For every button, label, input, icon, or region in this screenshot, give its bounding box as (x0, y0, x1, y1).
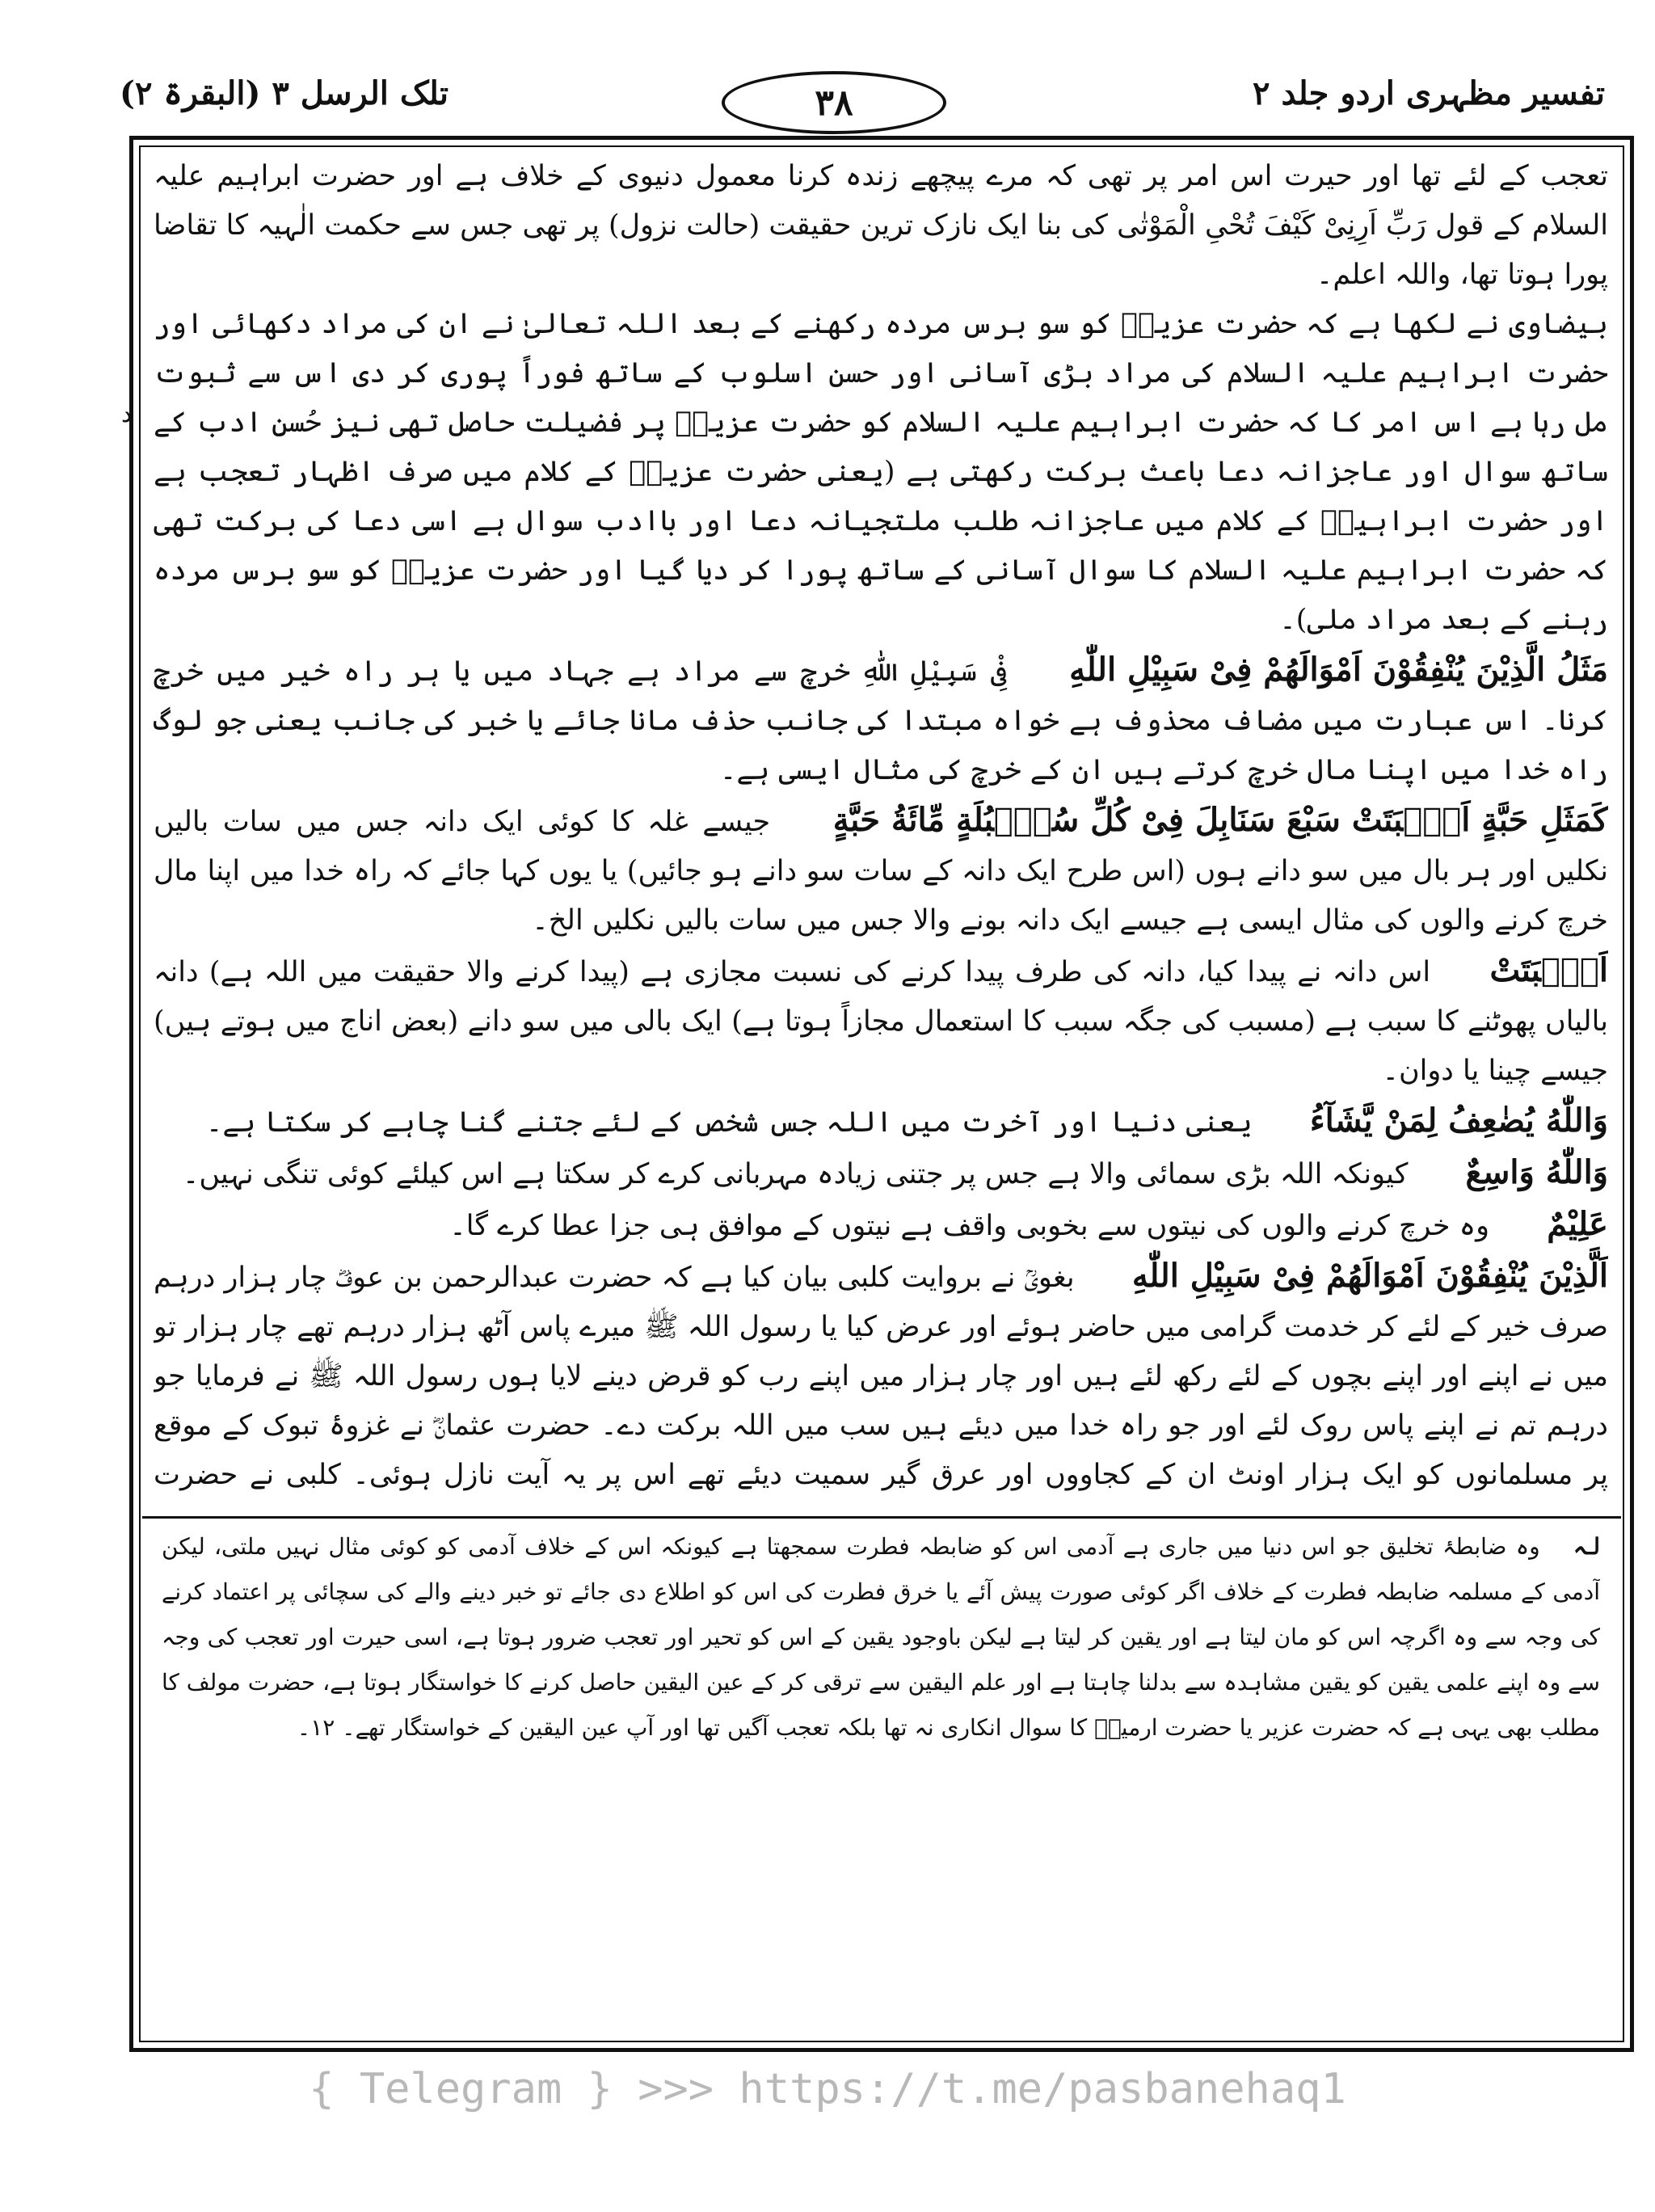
book-title: تفسیر مظہری اردو جلد ۲ (1253, 74, 1605, 112)
verse-block (154, 1148, 1608, 1199)
commentary: بغویؒ نے بروایت کلبی بیان کیا ہے کہ حضرت عبدالرحمن بن عوفؓ چار ہزار درہم صرف خیر کے لئے کر خدمت گرامی میں حاضر ہوئے اور عرض کیا یا رسول اللہ ﷺ میرے پاس آٹھ ہزار درہم تھے چار ہزار تو میں نے اپنے اور اپنے بچوں کے لئے رکھ لئے ہیں اور چار ہزار میں اپنے رب کو قرض دینے لایا ہوں رسول اللہ ﷺ نے فرمایا جو درہم تم نے اپنے پاس روک لئے اور جو راہ خدا میں دیئے ہیں سب میں اللہ برکت دے۔ حضرت عثمانؓ نے غزوۂ تبوک کے موقع پر مسلمانوں کو ایک ہزار اونٹ ان کے کجاووں اور عرق گیر سمیت دیئے تھے اس پر یہ آیت نازل ہوئی۔ کلبی نے حضرت (154, 1262, 1608, 1491)
verse-block (154, 1199, 1608, 1251)
footnote-text (162, 1524, 1600, 1751)
section-title: تلک الرسل ۳ (البقرۃ ۲) (120, 74, 449, 112)
footnote-divider (142, 1516, 1621, 1519)
page-number: ۳۸ (722, 71, 946, 134)
footnote-line: وہ ضابطۂ تخلیق جو اس دنیا میں جاری ہے آدمی اس کو ضابطہ فطرت سمجھتا ہے کیونکہ اس کے خلاف آدمی کو کوئی مثال نہیں ملتی، لیکن آدمی کے مسلمہ ضابطہ فطرت کے خلاف اگر کوئی صورت پیش آئے یا خرق فطرت کی اس کو اطلاع دی جائے تو خبر دینے والے کی سچائی پر اعتماد کرنے کی وجہ سے وہ اگرچہ اس کو مان لیتا ہے اور یقین کر لیتا ہے لیکن باوجود یقین کے اس کو تحیر اور تعجب ضرور ہوتا ہے، اسی حیرت اور تعجب کی وجہ سے وہ اپنے علمی یقین کو یقین مشاہدہ سے بدلنا چاہتا ہے اور علم الیقین سے ترقی کر کے عین الیقین حاصل کرنے کا خواستگار ہوتا ہے، حضرت مولف کا مطلب بھی یہی ہے کہ حضرت عزیر یا حضرت ارمیاؑ کا سوال انکاری نہ تھا بلکہ تعجب آگیں تھا اور آپ عین الیقین کے خواستگار تھے۔ ۱۲۔ (162, 1533, 1600, 1741)
telegram-watermark: { Telegram } >>> https://t.me/pasbanehaq1 (309, 2065, 1346, 2113)
quran-verse: اَنْۢبَتَتْ (1489, 951, 1608, 989)
verse-block (154, 1251, 1608, 1502)
page-header (120, 65, 1637, 137)
verse-block (154, 946, 1608, 1096)
commentary: یعنی دنیا اور آخرت میں اللہ جس شخص کے لئے جتنے گنا چاہے کر سکتا ہے۔ (205, 1106, 1253, 1139)
verse-block (154, 645, 1608, 795)
commentary: وہ خرچ کرنے والوں کی نیتوں سے بخوبی واقف ہے نیتوں کے موافق ہی جزا عطا کرے گا۔ (449, 1210, 1490, 1242)
quran-verse: مَثَلُ الَّذِیْنَ یُنْفِقُوْنَ اَمْوَالَهُمْ فِیْ سَبِیْلِ اللّٰهِ (1069, 651, 1608, 689)
footnote-marker: لـہ (1573, 1533, 1600, 1560)
verse-block (154, 1096, 1608, 1148)
commentary: فِیْ سَبِیْلِ اللّٰهِ خرچ سے مراد ہے جہاد میں یا ہر راہ خیر میں خرچ کرنا۔ اس عبارت میں مضاف محذوف ہے خواہ مبتدا کی جانب حذف مانا جائے یا خبر کی جانب یعنی جو لوگ راہ خدا میں اپنا مال خرچ کرتے ہیں ان کے خرچ کی مثال ایسی ہے۔ (154, 655, 1608, 786)
main-text (154, 152, 1608, 1502)
commentary: جیسے غلہ کا کوئی ایک دانہ جس میں سات بالیں نکلیں اور ہر بال میں سو دانے ہوں (اس طرح ایک دانہ کے سات سو دانے ہو جائیں) یا یوں کہا جائے کہ راہ خدا میں اپنا مال خرچ کرنے والوں کی مثال ایسی ہے جیسے ایک دانہ بونے والا جس میں سات بالیں نکلیں الخ۔ (154, 806, 1608, 937)
quran-verse: وَاللّٰهُ وَاسِعٌ (1465, 1153, 1608, 1191)
commentary: اس دانہ نے پیدا کیا، دانہ کی طرف پیدا کرنے کی نسبت مجازی ہے (پیدا کرنے والا حقیقت میں اللہ ہے) دانہ بالیاں پھوٹنے کا سبب ہے (مسبب کی جگہ سبب کا استعمال مجازاً ہوتا ہے) ایک بالی میں سو دانے (بعض اناج میں ہوتے ہیں) جیسے چینا یا دوان۔ (154, 956, 1608, 1087)
commentary: کیونکہ اللہ بڑی سمائی والا ہے جس پر جتنی زیادہ مہربانی کرے کر سکتا ہے اس کیلئے کوئی تنگی نہیں۔ (182, 1158, 1409, 1190)
verse-block (154, 795, 1608, 946)
paragraph: بیضاوی نے لکھا ہے کہ حضرت عزیرؑ کو سو برس مردہ رکھنے کے بعد اللہ تعالیٰ نے ان کی مراد دکھائی اور حضرت ابراہیم علیہ السلام کی مراد بڑی آسانی اور حسن اسلوب کے ساتھ فوراً پوری کر دی اس سے ثبوت مل رہا ہے اس امر کا کہ حضرت ابراہیم علیہ السلام کو حضرت عزیرؑ پر فضیلت حاصل تھی نیز حُسنِ ادب کے ساتھ سوال اور عاجزانہ دعا باعث برکت رکھتی ہے (یعنی حضرت عزیرؑ کے کلام میں صرف اظہار تعجب ہے اور حضرت ابراہیمؑ کے کلام میں عاجزانہ طلب ملتجیانہ دعا اور باادب سوال ہے اسی دعا کی برکت تھی کہ حضرت ابراہیم علیہ السلام کا سوال آسانی کے ساتھ پورا کر دیا گیا اور حضرت عزیرؑ کو سو برس مردہ رہنے کے بعد مراد ملی)۔ (154, 308, 1608, 636)
quran-verse: وَاللّٰهُ یُضٰعِفُ لِمَنْ یَّشَآءُ (1309, 1102, 1608, 1140)
quran-verse: عَلِیْمٌ (1547, 1205, 1608, 1243)
quran-verse: اَلَّذِیْنَ یُنْفِقُوْنَ اَمْوَالَهُمْ فِیْ سَبِیْلِ اللّٰهِ (1131, 1257, 1608, 1295)
paragraph: تعجب کے لئے تھا اور حیرت اس امر پر تھی کہ مرے پیچھے زندہ کرنا معمول دنیوی کے خلاف ہے اور حضرت ابراہیم علیہ السلام کے قول رَبِّ اَرِنِیْ کَیْفَ تُحْیِ الْمَوْتٰی کی بنا ایک نازک ترین حقیقت (حالت نزول) پر تھی جس سے حکمت الٰہیہ کا تقاضا پورا ہوتا تھا، واللہ اعلم۔ (154, 160, 1608, 291)
margin-mark: د (121, 400, 133, 428)
quran-verse: کَمَثَلِ حَبَّةٍ اَنْۢبَتَتْ سَبْعَ سَنَابِلَ فِیْ كُلِّ سُنْۢبُلَةٍ مِّائَةُ حَبَّةٍ (832, 801, 1608, 839)
footnote (162, 1524, 1600, 1896)
